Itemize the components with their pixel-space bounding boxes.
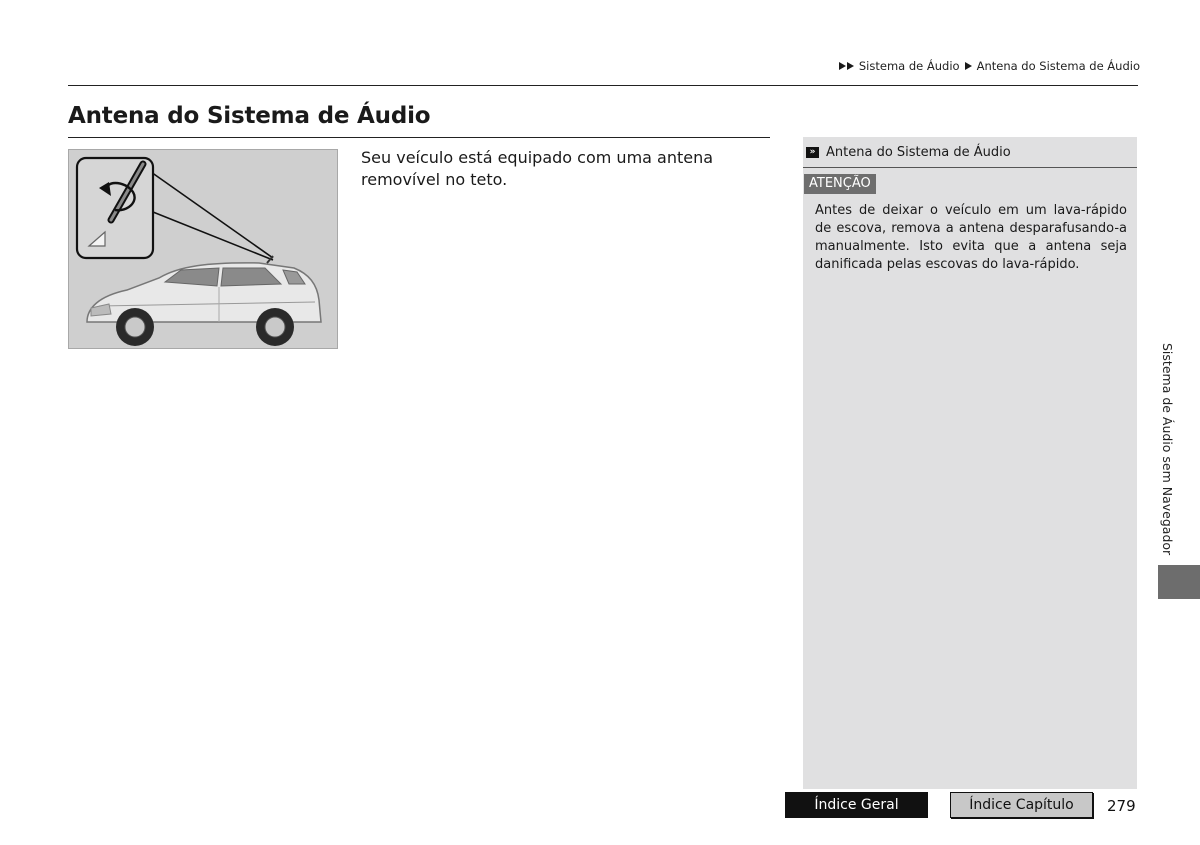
- double-arrow-icon: [839, 62, 854, 70]
- sidebar-heading: [803, 137, 1137, 168]
- arrow-icon: [965, 62, 972, 70]
- info-sidebar: [803, 137, 1137, 789]
- antenna-illustration: [68, 149, 338, 349]
- car-antenna-icon: [69, 150, 338, 349]
- header-divider: [68, 85, 1138, 86]
- page-title: Antena do Sistema de Áudio: [68, 103, 431, 129]
- warning-badge: ATENÇÃO: [804, 174, 876, 194]
- breadcrumb: [839, 59, 1140, 73]
- sidebar-text: Antes de deixar o veículo em um lava-rápido de escova, remova a antena desparafusando-a manualmente. Isto evita que a antena seja danificada pelas escovas do lava-rápido.: [815, 203, 1127, 272]
- page-number: 279: [1107, 797, 1136, 815]
- chapter-tab[interactable]: [1158, 565, 1200, 599]
- body-paragraph: Seu veículo está equipado com uma antena removível no teto.: [361, 148, 714, 189]
- breadcrumb-current: Antena do Sistema de Áudio: [976, 59, 1140, 73]
- reference-icon: »: [806, 147, 819, 158]
- title-divider: [68, 137, 770, 138]
- breadcrumb-section[interactable]: Sistema de Áudio: [858, 59, 960, 73]
- index-chapter-button[interactable]: Índice Capítulo: [950, 792, 1093, 818]
- index-general-button[interactable]: Índice Geral: [785, 792, 928, 818]
- chapter-side-label: Sistema de Áudio sem Navegador: [1160, 343, 1175, 556]
- sidebar-heading-text: Antena do Sistema de Áudio: [826, 144, 1011, 160]
